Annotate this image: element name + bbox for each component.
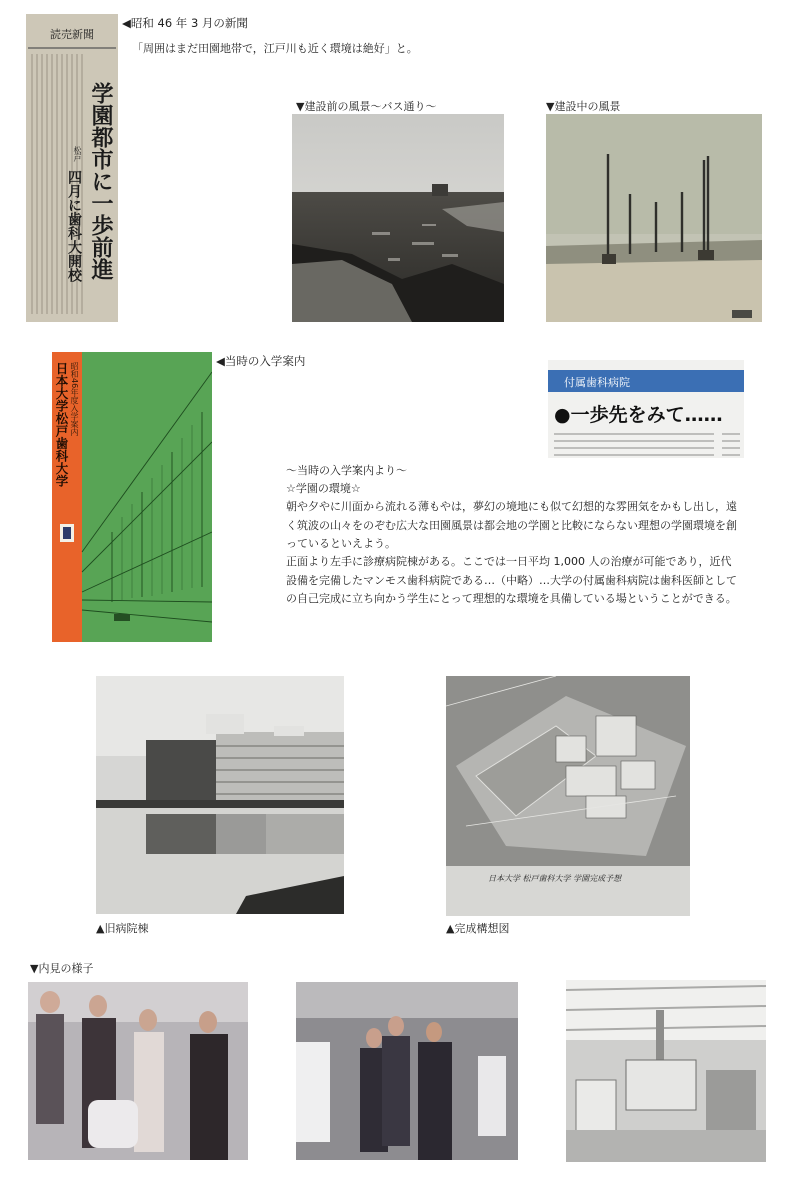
clipping-headline: ●一歩先をみて…… [554, 404, 723, 426]
before-construction-photo [292, 114, 504, 322]
excerpt-heading: 〜当時の入学案内より〜 [286, 464, 407, 477]
campus-plan-caption: ▲完成構想図 [446, 922, 510, 935]
old-hospital-caption: ▲旧病院棟 [96, 922, 149, 935]
excerpt-subheading: ☆学園の環境☆ [286, 482, 361, 495]
newspaper-masthead: 読売新聞 [50, 28, 94, 41]
clipping-body-text [554, 430, 740, 456]
newspaper-headline-place: 松戸 [73, 146, 82, 162]
old-hospital-photo [96, 676, 344, 914]
campus-plan-photo [446, 676, 690, 916]
newspaper-caption: ◀昭和 46 年 3 月の新聞 [122, 16, 248, 30]
newspaper-headline-sub: 四月に歯科大開校 [66, 170, 82, 282]
excerpt-paragraph-1: 朝や夕やに川面から流れる薄もやは，夢幻の境地にも似て幻想的な雰囲気をかもし出し，遠く筑波の山々をのぞむ広大な田園風景は都会地の学園と比較にならない理想の学園環境を創っているといえよう。 [286, 500, 737, 550]
brochure-cover-title: 日本大学松戸歯科大学 [54, 362, 69, 487]
brochure-cover [52, 352, 212, 642]
campus-plan-note: 日本大学 松戸歯科大学 学園完成予想 [488, 874, 622, 883]
excerpt-paragraph-2: 正面より左手に診療病院棟がある。ここでは一日平均 1,000 人の治療が可能であり，近代設備を完備したマンモス歯科病院である…（中略）…大学の付属歯科病院は歯科医師としての自己完成に立ち向かう学生にとって理想的な環境を具備している場ということができる。 [286, 555, 737, 605]
during-construction-caption: ▼建設中の風景 [546, 100, 621, 113]
hospital-clipping [548, 360, 744, 458]
inspection-photo-1 [28, 982, 248, 1160]
brochure-caption: ◀当時の入学案内 [216, 354, 306, 368]
before-construction-caption: ▼建設前の風景〜バス通り〜 [296, 100, 437, 113]
newspaper-quote: 「周囲はまだ田園地帯で，江戸川も近く環境は絶好」と。 [132, 42, 418, 55]
newspaper-clipping [26, 14, 118, 322]
inspection-photo-3 [566, 980, 766, 1162]
during-construction-photo [546, 114, 762, 322]
inspection-photo-2 [296, 982, 518, 1160]
brochure-small-title: 昭和46年度入学案内 [70, 362, 79, 437]
inspection-caption: ▼内見の様子 [30, 962, 94, 975]
clipping-band-label: 付属歯科病院 [564, 376, 630, 389]
newspaper-headline-main: 学園都市に一歩前進 [88, 82, 114, 280]
